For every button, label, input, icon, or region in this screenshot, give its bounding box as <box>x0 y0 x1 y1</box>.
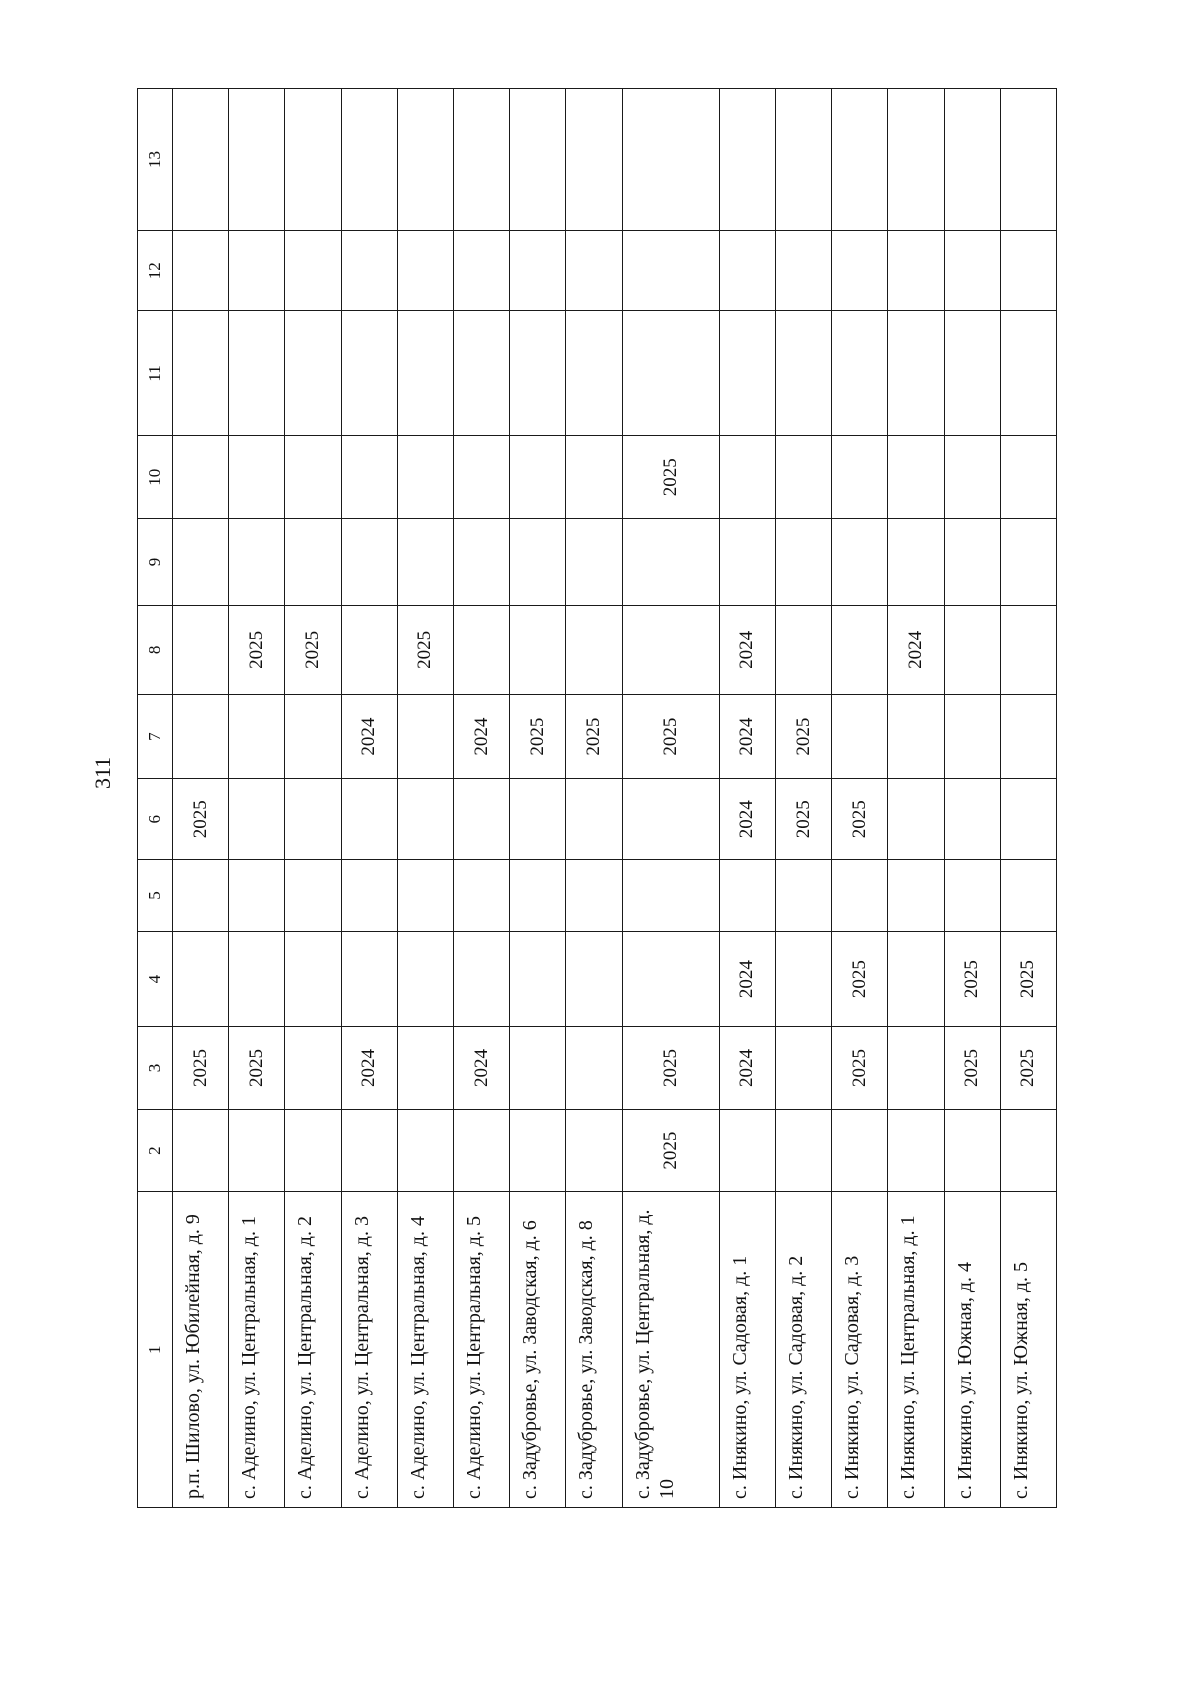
table-row <box>944 89 1000 1508</box>
year-cell <box>944 694 1000 779</box>
year-cell <box>341 89 397 231</box>
year-cell: 2025 <box>1000 1027 1056 1110</box>
year-cell <box>285 694 341 779</box>
table-row <box>341 89 397 1508</box>
table-row <box>229 89 285 1508</box>
address-cell: с. Задубровье, ул. Центральная, д. 10 <box>622 1192 719 1508</box>
year-cell: 2025 <box>622 1109 719 1192</box>
year-cell: 2025 <box>944 1027 1000 1110</box>
table-row <box>285 89 341 1508</box>
year-cell: 2024 <box>719 605 775 694</box>
year-cell <box>1000 694 1056 779</box>
year-cell <box>944 89 1000 231</box>
year-cell <box>719 231 775 311</box>
year-cell <box>510 231 566 311</box>
year-cell <box>622 931 719 1026</box>
year-cell <box>285 519 341 606</box>
year-cell <box>1000 1109 1056 1192</box>
year-cell <box>229 1109 285 1192</box>
year-cell <box>454 1109 510 1192</box>
address-cell: с. Инякино, ул. Южная, д. 4 <box>944 1192 1000 1508</box>
column-header-8: 8 <box>138 605 173 694</box>
address-cell: с. Аделино, ул. Центральная, д. 4 <box>397 1192 453 1508</box>
year-cell <box>832 311 888 436</box>
year-cell: 2025 <box>397 605 453 694</box>
year-cell <box>944 859 1000 931</box>
address-cell: с. Аделино, ул. Центральная, д. 3 <box>341 1192 397 1508</box>
year-cell <box>622 311 719 436</box>
year-cell <box>832 859 888 931</box>
year-cell <box>454 859 510 931</box>
year-cell: 2025 <box>944 931 1000 1026</box>
column-header-9: 9 <box>138 519 173 606</box>
address-cell: с. Аделино, ул. Центральная, д. 1 <box>229 1192 285 1508</box>
year-cell <box>775 89 831 231</box>
year-cell <box>285 311 341 436</box>
year-cell <box>944 231 1000 311</box>
year-cell <box>229 436 285 519</box>
address-cell: с. Инякино, ул. Центральная, д. 1 <box>888 1192 944 1508</box>
year-cell <box>832 89 888 231</box>
year-cell <box>775 1109 831 1192</box>
year-cell <box>454 231 510 311</box>
year-cell: 2025 <box>285 605 341 694</box>
year-cell <box>173 89 229 231</box>
year-cell <box>173 859 229 931</box>
year-cell <box>285 859 341 931</box>
address-cell: р.п. Шилово, ул. Юбилейная, д. 9 <box>173 1192 229 1508</box>
address-cell: с. Инякино, ул. Садовая, д. 2 <box>775 1192 831 1508</box>
column-header-6: 6 <box>138 779 173 859</box>
year-cell <box>775 859 831 931</box>
table-row <box>888 89 944 1508</box>
year-cell: 2025 <box>775 779 831 859</box>
year-cell: 2025 <box>229 605 285 694</box>
year-cell: 2024 <box>719 694 775 779</box>
column-header-1: 1 <box>138 1192 173 1508</box>
year-cell <box>510 859 566 931</box>
year-cell <box>341 519 397 606</box>
year-cell <box>1000 231 1056 311</box>
year-cell <box>566 311 622 436</box>
year-cell <box>510 519 566 606</box>
year-cell: 2025 <box>832 931 888 1026</box>
year-cell <box>173 1109 229 1192</box>
year-cell <box>1000 436 1056 519</box>
year-cell <box>888 89 944 231</box>
year-cell <box>229 231 285 311</box>
year-cell <box>285 779 341 859</box>
table-row <box>397 89 453 1508</box>
year-cell <box>832 519 888 606</box>
year-cell <box>454 436 510 519</box>
year-cell <box>566 605 622 694</box>
address-cell: с. Инякино, ул. Садовая, д. 1 <box>719 1192 775 1508</box>
year-cell: 2025 <box>775 694 831 779</box>
year-cell: 2024 <box>454 694 510 779</box>
year-cell <box>229 779 285 859</box>
page-number: 311 <box>90 756 115 789</box>
year-cell <box>1000 89 1056 231</box>
year-cell <box>566 231 622 311</box>
year-cell <box>888 931 944 1026</box>
year-cell <box>173 605 229 694</box>
year-cell: 2025 <box>1000 931 1056 1026</box>
year-cell <box>510 89 566 231</box>
table-row <box>566 89 622 1508</box>
year-cell <box>397 89 453 231</box>
year-cell <box>454 605 510 694</box>
year-cell: 2025 <box>832 1027 888 1110</box>
year-cell <box>229 694 285 779</box>
year-cell <box>622 859 719 931</box>
column-header-11: 11 <box>138 311 173 436</box>
address-cell: с. Задубровье, ул. Заводская, д. 8 <box>566 1192 622 1508</box>
year-cell <box>832 1109 888 1192</box>
year-cell: 2024 <box>341 1027 397 1110</box>
year-cell: 2024 <box>719 1027 775 1110</box>
year-cell <box>397 519 453 606</box>
year-cell <box>719 436 775 519</box>
year-cell <box>888 694 944 779</box>
year-cell <box>944 436 1000 519</box>
year-cell <box>397 311 453 436</box>
year-cell <box>566 931 622 1026</box>
year-cell <box>510 1027 566 1110</box>
column-header-7: 7 <box>138 694 173 779</box>
address-cell: с. Инякино, ул. Южная, д. 5 <box>1000 1192 1056 1508</box>
year-cell: 2025 <box>622 694 719 779</box>
year-cell: 2025 <box>510 694 566 779</box>
year-cell <box>775 311 831 436</box>
year-cell <box>510 1109 566 1192</box>
year-cell <box>285 1027 341 1110</box>
header-row <box>138 89 173 1508</box>
year-cell <box>719 859 775 931</box>
year-cell: 2025 <box>566 694 622 779</box>
year-cell <box>510 311 566 436</box>
year-cell <box>229 311 285 436</box>
year-cell <box>173 519 229 606</box>
year-cell <box>944 779 1000 859</box>
year-cell <box>775 605 831 694</box>
year-cell <box>229 89 285 231</box>
year-cell <box>510 605 566 694</box>
table-row <box>510 89 566 1508</box>
year-cell <box>510 779 566 859</box>
year-cell <box>566 859 622 931</box>
year-cell <box>832 231 888 311</box>
year-cell <box>173 436 229 519</box>
year-cell <box>397 859 453 931</box>
year-cell <box>229 931 285 1026</box>
year-cell <box>454 311 510 436</box>
table-row <box>1000 89 1056 1508</box>
year-cell <box>341 231 397 311</box>
column-header-3: 3 <box>138 1027 173 1110</box>
year-cell <box>775 231 831 311</box>
year-cell <box>566 519 622 606</box>
year-cell <box>566 436 622 519</box>
table-row <box>173 89 229 1508</box>
year-cell <box>719 519 775 606</box>
table-row <box>832 89 888 1508</box>
year-cell <box>888 859 944 931</box>
column-header-10: 10 <box>138 436 173 519</box>
year-cell <box>341 779 397 859</box>
year-cell: 2024 <box>719 779 775 859</box>
column-header-5: 5 <box>138 859 173 931</box>
column-header-2: 2 <box>138 1109 173 1192</box>
year-cell <box>173 694 229 779</box>
year-cell <box>229 859 285 931</box>
year-cell: 2025 <box>173 779 229 859</box>
address-cell: с. Аделино, ул. Центральная, д. 2 <box>285 1192 341 1508</box>
year-cell <box>341 311 397 436</box>
table-row <box>622 89 719 1508</box>
year-cell <box>888 231 944 311</box>
year-cell <box>510 931 566 1026</box>
year-cell <box>566 1027 622 1110</box>
address-cell: с. Аделино, ул. Центральная, д. 5 <box>454 1192 510 1508</box>
address-cell: с. Задубровье, ул. Заводская, д. 6 <box>510 1192 566 1508</box>
year-cell <box>775 519 831 606</box>
year-cell <box>341 436 397 519</box>
year-cell <box>1000 311 1056 436</box>
table-row <box>719 89 775 1508</box>
year-cell <box>566 1109 622 1192</box>
year-cell <box>622 519 719 606</box>
year-cell <box>285 931 341 1026</box>
year-cell <box>285 89 341 231</box>
schedule-table <box>137 88 1057 1508</box>
year-cell <box>285 231 341 311</box>
year-cell <box>341 605 397 694</box>
year-cell <box>888 779 944 859</box>
year-cell <box>510 436 566 519</box>
year-cell <box>775 436 831 519</box>
year-cell <box>397 931 453 1026</box>
year-cell: 2024 <box>341 694 397 779</box>
year-cell <box>944 311 1000 436</box>
year-cell <box>832 605 888 694</box>
year-cell <box>173 931 229 1026</box>
table-row <box>454 89 510 1508</box>
year-cell <box>173 231 229 311</box>
year-cell <box>832 436 888 519</box>
year-cell <box>622 89 719 231</box>
year-cell <box>454 519 510 606</box>
year-cell <box>454 779 510 859</box>
year-cell <box>775 931 831 1026</box>
year-cell <box>1000 779 1056 859</box>
address-cell: с. Инякино, ул. Садовая, д. 3 <box>832 1192 888 1508</box>
year-cell <box>397 694 453 779</box>
year-cell <box>622 605 719 694</box>
year-cell <box>1000 519 1056 606</box>
year-cell <box>341 931 397 1026</box>
year-cell <box>888 1109 944 1192</box>
column-header-4: 4 <box>138 931 173 1026</box>
year-cell <box>888 436 944 519</box>
year-cell <box>454 89 510 231</box>
year-cell <box>622 231 719 311</box>
year-cell: 2025 <box>173 1027 229 1110</box>
year-cell <box>1000 605 1056 694</box>
year-cell <box>397 436 453 519</box>
year-cell: 2025 <box>832 779 888 859</box>
column-header-13: 13 <box>138 89 173 231</box>
year-cell <box>888 311 944 436</box>
year-cell <box>397 779 453 859</box>
year-cell <box>944 519 1000 606</box>
year-cell: 2025 <box>622 1027 719 1110</box>
year-cell <box>719 89 775 231</box>
year-cell: 2025 <box>622 436 719 519</box>
year-cell <box>944 605 1000 694</box>
year-cell: 2024 <box>888 605 944 694</box>
year-cell <box>566 89 622 231</box>
year-cell: 2024 <box>719 931 775 1026</box>
year-cell <box>285 1109 341 1192</box>
year-cell <box>397 231 453 311</box>
year-cell: 2024 <box>454 1027 510 1110</box>
year-cell <box>341 1109 397 1192</box>
table-container <box>137 88 1057 1508</box>
year-cell <box>719 311 775 436</box>
year-cell <box>888 519 944 606</box>
year-cell <box>285 436 341 519</box>
table-row <box>775 89 831 1508</box>
year-cell <box>944 1109 1000 1192</box>
year-cell <box>775 1027 831 1110</box>
year-cell <box>888 1027 944 1110</box>
year-cell <box>566 779 622 859</box>
year-cell <box>173 311 229 436</box>
year-cell <box>341 859 397 931</box>
column-header-12: 12 <box>138 231 173 311</box>
year-cell <box>397 1027 453 1110</box>
year-cell <box>454 931 510 1026</box>
year-cell <box>1000 859 1056 931</box>
year-cell: 2025 <box>229 1027 285 1110</box>
year-cell <box>229 519 285 606</box>
year-cell <box>622 779 719 859</box>
year-cell <box>832 694 888 779</box>
year-cell <box>719 1109 775 1192</box>
year-cell <box>397 1109 453 1192</box>
